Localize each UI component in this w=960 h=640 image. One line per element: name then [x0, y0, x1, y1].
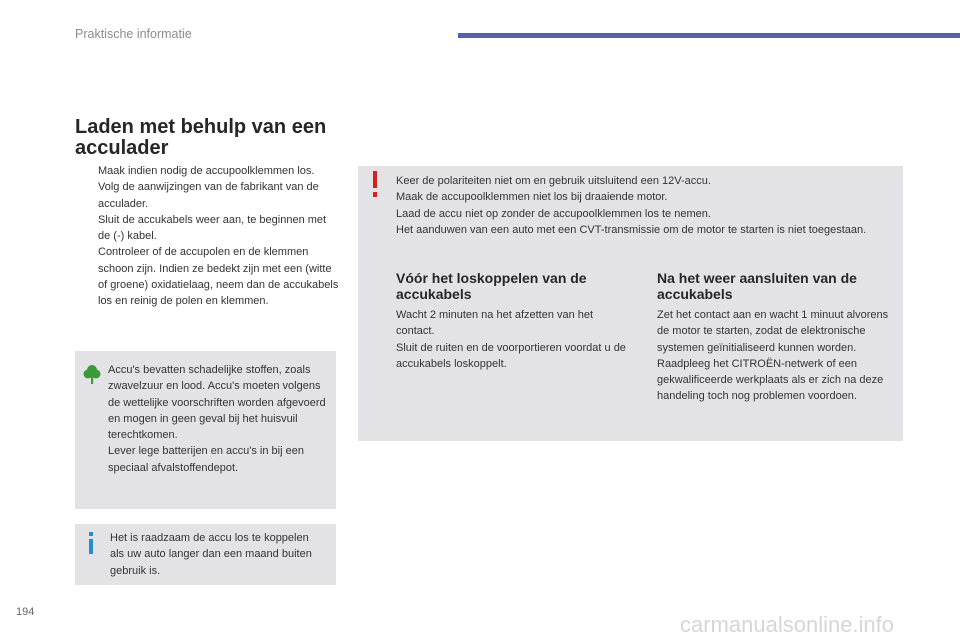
- step-text: Volg de aanwijzingen van de fabrikant van de acculader.: [98, 181, 319, 210]
- step-text: Controleer of de accupolen en de klemmen schoon zijn. Indien ze bedekt zijn met een (witte of groene) oxidatielaag, neem dan de accukabels los en reinig de polen en klemmen.: [98, 246, 339, 308]
- environment-note: [75, 351, 336, 509]
- watermark: carmanualsonline.info: [680, 612, 895, 637]
- before-disconnect-text: Wacht 2 minuten na het afzetten van het contact. Sluit de ruiten en de voorportieren voordat u de accukabels loskoppelt.: [396, 309, 626, 370]
- info-note-text: Het is raadzaam de accu los te koppelen als uw auto langer dan een maand buiten gebruik is.: [110, 532, 312, 577]
- header-bar: [458, 33, 960, 38]
- info-note: [75, 524, 336, 585]
- page-title: Laden met behulp van een acculader: [75, 116, 327, 159]
- before-disconnect-title: Vóór het loskoppelen van de accukabels: [396, 270, 587, 302]
- step-text: Sluit de accukabels weer aan, te beginnen met de (-) kabel.: [98, 213, 327, 243]
- info-icon: [85, 532, 97, 554]
- warning-panel: [358, 166, 903, 441]
- list-item: [78, 163, 340, 179]
- list-item: [78, 179, 340, 212]
- leaf-icon: [83, 363, 101, 385]
- warning-text: Keer de polariteiten niet om en gebruik uitsluitend een 12V-accu. Maak de accupoolklemmen niet los bij draaiende motor. Laad de accu niet op zonder de accupoolklemmen los te nemen. Het aanduwen van een auto met een CVT-transmissie om de motor te starten is niet toegestaan.: [396, 175, 867, 236]
- steps-list: [78, 163, 340, 310]
- step-text: Maak indien nodig de accupoolklemmen los.: [98, 165, 315, 177]
- exclamation-icon: [370, 171, 380, 197]
- page-number: 194: [16, 606, 35, 618]
- section-label: Praktische informatie: [75, 27, 192, 41]
- after-reconnect-title: Na het weer aansluiten van de accukabels: [657, 270, 857, 302]
- list-item: [78, 244, 340, 309]
- environment-note-text: Accu's bevatten schadelijke stoffen, zoals zwavelzuur en lood. Accu's moeten volgens de wettelijke voorschriften worden afgevoerd en mogen in geen geval bij het huisvuil terechtkomen. Lever lege batterijen en accu's in bij een speciaal afvalstoffendepot.: [108, 364, 326, 474]
- after-reconnect-text: Zet het contact aan en wacht 1 minuut alvorens de motor te starten, zodat de elektronische systemen geïnitialiseerd kunnen worden. Raadpleeg het CITROËN-netwerk of een gekwalificeerde werkplaats als er zich na deze handeling toch nog problemen voordoen.: [657, 309, 889, 403]
- list-item: [78, 212, 340, 245]
